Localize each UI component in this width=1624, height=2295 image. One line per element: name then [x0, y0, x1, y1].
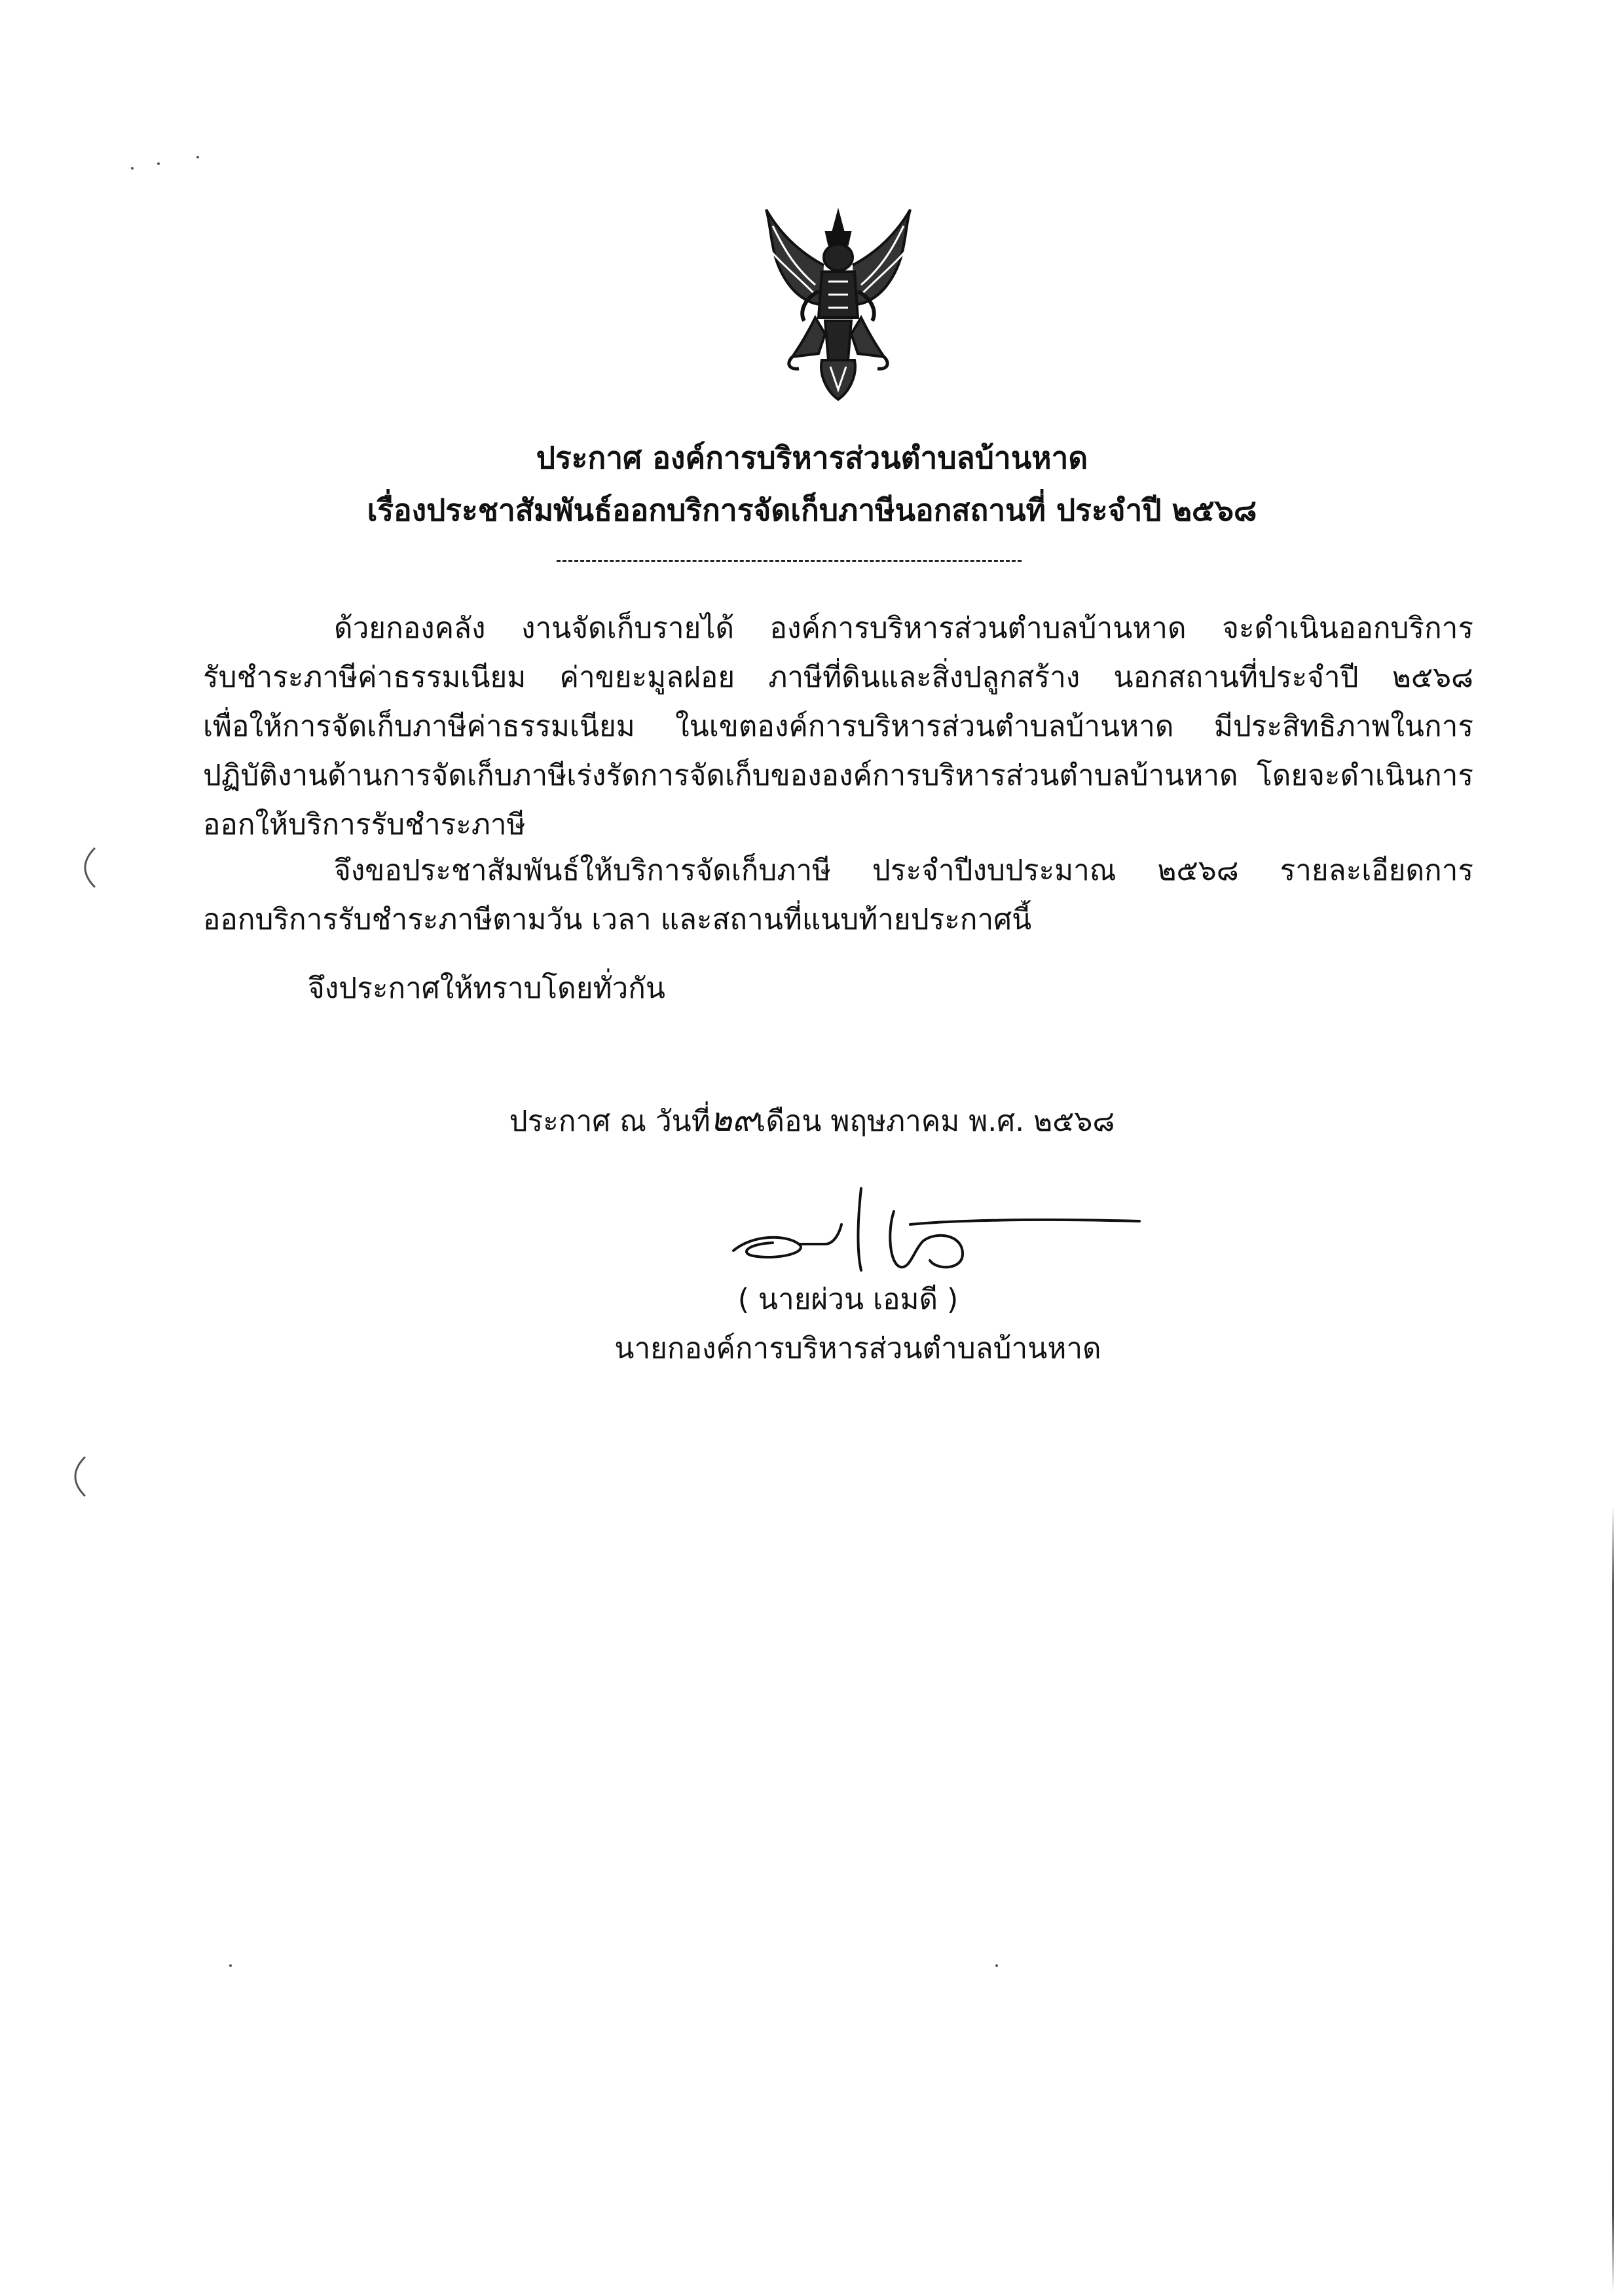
scan-edge-line: [1612, 1506, 1614, 2292]
date-day-handwritten: ๒๙: [710, 1101, 756, 1139]
paragraph1-line1: ด้วยกองคลัง งานจัดเก็บรายได้ องค์การบริหารส่วนตำบลบ้านหาด จะดำเนินออกบริการ: [334, 612, 1473, 645]
scan-margin-mark: [65, 1454, 92, 1499]
scan-speck: [229, 1964, 232, 1967]
paragraph1-line5: ออกให้บริการรับชำระภาษี: [203, 808, 526, 841]
paragraph1-line4: ปฏิบัติงานด้านการจัดเก็บภาษีเร่งรัดการจัดเก็บขององค์การบริหารส่วนตำบลบ้านหาด โดยจะดำเนินการ: [203, 759, 1473, 792]
scan-margin-mark: [75, 845, 101, 890]
handwritten-signature-icon: [727, 1179, 1146, 1283]
paragraph2-line1: จึงขอประชาสัมพันธ์ให้บริการจัดเก็บภาษี ประจำปีงบประมาณ ๒๕๖๘ รายละเอียดการ: [334, 854, 1473, 887]
signatory-title: นายกองค์การบริหารส่วนตำบลบ้านหาด: [614, 1332, 1101, 1365]
scan-speck: [157, 162, 160, 165]
announcement-subject: เรื่องประชาสัมพันธ์ออกบริการจัดเก็บภาษีนอกสถานที่ ประจำปี ๒๕๖๘: [367, 492, 1257, 528]
date-prefix: ประกาศ ณ วันที่: [509, 1105, 710, 1138]
paragraph1-line3: เพื่อให้การจัดเก็บภาษีค่าธรรมเนียม ในเขตองค์การบริหารส่วนตำบลบ้านหาด มีประสิทธิภาพในการ: [203, 710, 1473, 743]
announcement-title: ประกาศ องค์การบริหารส่วนตำบลบ้านหาด: [536, 440, 1088, 475]
scan-speck: [196, 156, 199, 158]
paragraph1-line2: รับชำระภาษีค่าธรรมเนียม ค่าขยะมูลฝอย ภาษีที่ดินและสิ่งปลูกสร้าง นอกสถานที่ประจำปี ๒๕๖๘: [203, 661, 1473, 694]
signatory-name: ( นายผ่วน เอมดี ): [737, 1283, 959, 1316]
paragraph2-line2: ออกบริการรับชำระภาษีตามวัน เวลา และสถานที่แนบท้ายประกาศนี้: [203, 903, 1032, 936]
header-separator: [557, 560, 1022, 562]
date-month-year: เดือน พฤษภาคม พ.ศ. ๒๕๖๘: [756, 1105, 1115, 1138]
announcement-date: [0, 1100, 1624, 1141]
scan-speck: [995, 1964, 998, 1967]
closing-statement: จึงประกาศให้ทราบโดยทั่วกัน: [308, 972, 665, 1005]
garuda-emblem-icon: [753, 206, 923, 403]
scan-speck: [131, 167, 134, 170]
